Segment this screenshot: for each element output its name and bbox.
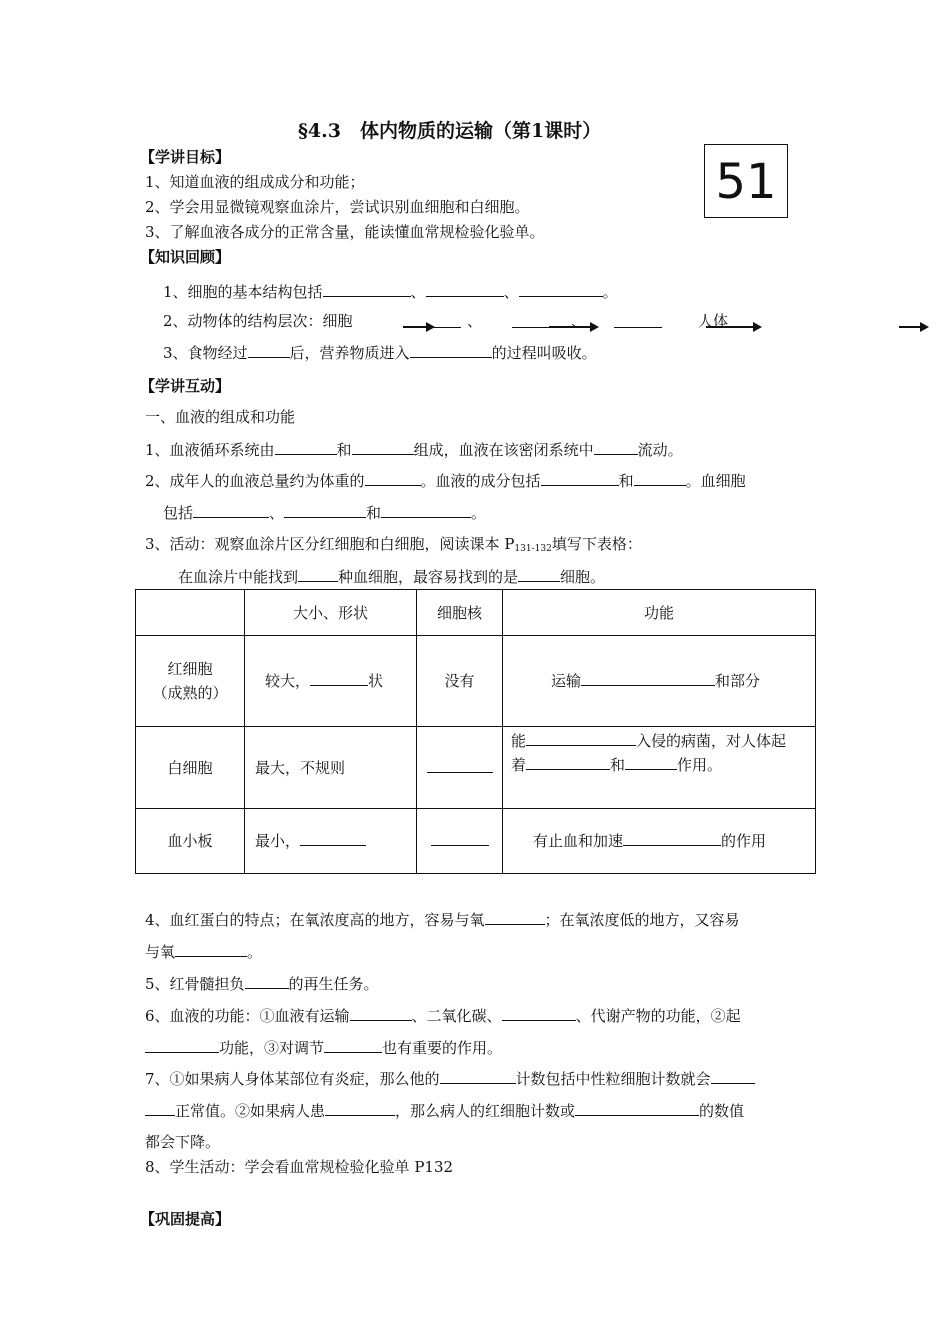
blank-field[interactable] — [575, 1100, 699, 1116]
blank-field[interactable] — [518, 566, 560, 582]
text: 。血液的成分包括 — [420, 472, 541, 490]
page-title: §4.3 体内物质的运输（第1课时） — [298, 120, 602, 142]
table-header-row — [136, 590, 816, 636]
text: （成熟的） — [152, 684, 228, 702]
text: 状 — [368, 672, 384, 690]
line-6 — [145, 1005, 741, 1026]
text: 包括 — [163, 504, 194, 522]
text: 2、成年人的血液总量约为体重的 — [145, 472, 365, 490]
line-4 — [145, 909, 740, 930]
header-cell: 大小、形状 — [245, 590, 417, 636]
text: 2、动物体的结构层次：细胞 — [163, 312, 353, 330]
blank-field[interactable] — [431, 830, 489, 846]
text: 5、红骨髓担负 — [145, 975, 245, 993]
text: 种血细胞，最容易找到的是 — [338, 568, 519, 586]
blank-field[interactable] — [175, 941, 247, 957]
text: 在血涂片中能找到 — [178, 568, 299, 586]
review-heading: 【知识回顾】 — [140, 248, 231, 266]
text: 功能，③对调节 — [219, 1039, 325, 1057]
text: 和 — [366, 504, 382, 522]
arrow-right-icon — [899, 322, 929, 332]
text: 的过程叫吸收。 — [491, 344, 597, 362]
text: 3、活动：观察血涂片区分红细胞和白细胞，阅读课本 P — [145, 535, 515, 553]
blank-field[interactable] — [541, 470, 619, 486]
goal-item: 1、知道血液的组成成分和功能； — [145, 173, 365, 191]
blank-field[interactable] — [440, 1068, 516, 1084]
text: 最小， — [255, 832, 301, 850]
text: 后，营养物质进入 — [289, 344, 410, 362]
text: 正常值。②如果病人患 — [175, 1102, 326, 1120]
blank-field[interactable] — [403, 312, 461, 328]
text: ；在氧浓度低的地方，又容易 — [544, 911, 740, 929]
blank-field[interactable] — [248, 342, 290, 358]
blank-field[interactable] — [485, 909, 545, 925]
text: 、 — [269, 504, 285, 522]
goal-item: 3、了解血液各成分的正常含量，能读懂血常规检验化验单。 — [145, 223, 545, 241]
text: 6、血液的功能：①血液有运输 — [145, 1007, 350, 1025]
blank-field[interactable] — [352, 439, 414, 455]
blank-field[interactable] — [145, 1100, 175, 1116]
blank-field[interactable] — [614, 312, 662, 328]
blank-field[interactable] — [711, 1068, 755, 1084]
text: 与氧 — [145, 943, 176, 961]
blank-field[interactable] — [365, 470, 421, 486]
cell-size — [245, 636, 417, 727]
text: 、 — [467, 312, 483, 330]
text: 、 — [410, 283, 426, 301]
table-row — [136, 809, 816, 874]
blank-field[interactable] — [427, 757, 493, 773]
blank-field[interactable] — [381, 502, 471, 518]
cell-function — [503, 809, 816, 874]
text: 1、血液循环系统由 — [145, 441, 275, 459]
text: 和部分 — [715, 672, 761, 690]
blank-field[interactable] — [193, 502, 269, 518]
text: 最大，不规则 — [255, 758, 346, 777]
header-cell — [136, 590, 245, 636]
blank-field[interactable] — [284, 502, 366, 518]
text: 、 — [571, 312, 587, 330]
text: 也有重要的作用。 — [382, 1039, 503, 1057]
line-3 — [145, 534, 642, 559]
text: 、二氧化碳、 — [411, 1007, 502, 1025]
text: 红细胞 — [167, 660, 213, 678]
blank-field[interactable] — [324, 1037, 382, 1053]
line-2 — [145, 470, 746, 491]
text: 和 — [610, 756, 626, 774]
text: 人体 — [698, 312, 729, 330]
line-7c: 都会下降。 — [145, 1133, 221, 1151]
text: 、代谢产物的功能，②起 — [575, 1007, 741, 1025]
blank-field[interactable] — [526, 754, 610, 770]
text: 。血细胞 — [685, 472, 746, 490]
cell-name: 血小板 — [136, 809, 245, 874]
text: 作用。 — [677, 756, 723, 774]
cell-nucleus: 没有 — [417, 636, 503, 727]
blank-field[interactable] — [300, 830, 366, 846]
review-q2 — [163, 311, 353, 331]
text: 、 — [503, 283, 519, 301]
text: 的作用 — [721, 832, 767, 850]
text: 。 — [247, 943, 263, 961]
goal-item: 2、学会用显微镜观察血涂片，尝试识别血细胞和白细胞。 — [145, 198, 530, 216]
blank-field[interactable] — [426, 281, 504, 297]
text: 4、血红蛋白的特点；在氧浓度高的地方，容易与氧 — [145, 911, 485, 929]
text: 7、①如果病人身体某部位有炎症，那么他的 — [145, 1070, 440, 1088]
text: 着 — [511, 756, 527, 774]
text: ，那么病人的红细胞计数或 — [395, 1102, 576, 1120]
cell-name — [136, 636, 245, 727]
table-row — [136, 636, 816, 727]
line-2b — [163, 502, 486, 523]
text: 的再生任务。 — [288, 975, 379, 993]
line-7b — [145, 1100, 744, 1121]
text: 运输 — [551, 672, 582, 690]
text: 细胞。 — [560, 568, 606, 586]
blank-field[interactable] — [145, 1037, 219, 1053]
blank-field[interactable] — [512, 312, 562, 328]
blank-field[interactable] — [325, 1100, 395, 1116]
blank-field[interactable] — [350, 1005, 412, 1021]
header-cell: 细胞核 — [417, 590, 503, 636]
blank-field[interactable] — [275, 439, 337, 455]
blank-field[interactable] — [298, 566, 338, 582]
review-q1 — [163, 281, 618, 302]
cell-size — [245, 727, 417, 809]
cell-name: 白细胞 — [136, 727, 245, 809]
text: 和 — [336, 441, 352, 459]
line-8: 8、学生活动：学会看血常规检验化验单 P132 — [145, 1158, 454, 1176]
line-7 — [145, 1068, 755, 1089]
text: 入侵的病菌，对人体起 — [636, 732, 787, 750]
text: 有止血和加速 — [533, 832, 624, 850]
header-cell: 功能 — [503, 590, 816, 636]
line-6b — [145, 1037, 502, 1058]
text: 3、食物经过 — [163, 344, 248, 362]
interact-heading: 【学讲互动】 — [140, 377, 231, 395]
blood-cell-table — [135, 589, 816, 874]
text: 的数值 — [699, 1102, 745, 1120]
text: 计数包括中性粒细胞计数就会 — [515, 1070, 711, 1088]
text: 组成，血液在该密闭系统中 — [413, 441, 594, 459]
blank-field[interactable] — [310, 670, 368, 686]
table-row — [136, 727, 816, 809]
cell-function — [503, 727, 816, 809]
text: 1、细胞的基本结构包括 — [163, 283, 323, 301]
cell-size — [245, 809, 417, 874]
line-3b — [178, 566, 605, 587]
blank-field[interactable] — [519, 281, 603, 297]
blank-field[interactable] — [245, 973, 289, 989]
text: 和 — [618, 472, 634, 490]
blank-field[interactable] — [623, 830, 721, 846]
line-4b — [145, 941, 262, 962]
text: 。 — [602, 283, 618, 301]
line-1 — [145, 439, 683, 460]
part1-title: 一、血液的组成和功能 — [145, 408, 296, 426]
page-range: 131-132 — [514, 544, 552, 554]
blank-field[interactable] — [625, 754, 677, 770]
page-number-box: 51 — [704, 144, 788, 218]
blank-field[interactable] — [634, 470, 686, 486]
review-q3 — [163, 342, 597, 363]
cell-function — [503, 636, 816, 727]
blank-field[interactable] — [410, 342, 492, 358]
goals-heading: 【学讲目标】 — [140, 148, 231, 166]
cell-nucleus — [417, 727, 503, 809]
blank-field[interactable] — [323, 281, 411, 297]
cell-nucleus — [417, 809, 503, 874]
blank-field[interactable] — [581, 670, 715, 686]
line-5 — [145, 973, 379, 994]
text: 填写下表格： — [551, 535, 642, 553]
text: 流动。 — [637, 441, 683, 459]
consolidate-heading: 【巩固提高】 — [140, 1210, 231, 1228]
blank-field[interactable] — [526, 730, 636, 746]
blank-field[interactable] — [502, 1005, 576, 1021]
blank-field[interactable] — [594, 439, 638, 455]
text: 。 — [471, 504, 487, 522]
text: 能 — [511, 732, 527, 750]
text: 较大， — [265, 672, 311, 690]
